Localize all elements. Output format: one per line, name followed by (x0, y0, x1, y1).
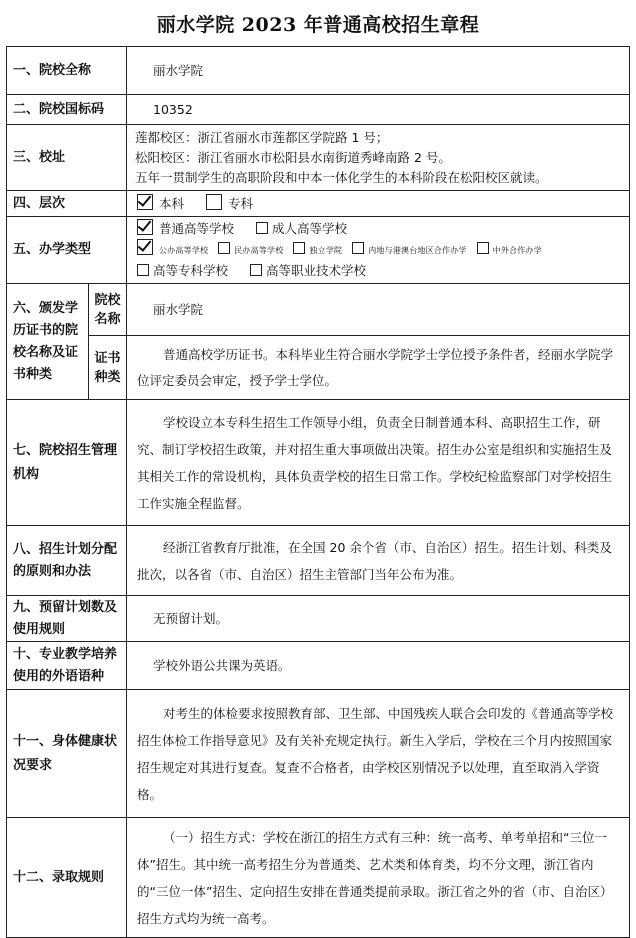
type-line-3 (137, 261, 621, 281)
label-management: 七、院校招生管理机构 (7, 400, 127, 526)
value-language: 学校外语公共课为英语。 (127, 642, 630, 690)
type-option-independent: 独立学院 (309, 246, 343, 255)
level-option-undergraduate: 本科 (159, 195, 185, 211)
type-option-vocational: 高等专科学校 (153, 263, 229, 278)
row-language (7, 642, 630, 690)
label-certificate: 六、颁发学历证书的院校名称及证书种类 (7, 284, 89, 400)
checkbox-sino-foreign (477, 242, 489, 254)
row-certificate-name (7, 284, 630, 336)
type-option-public: 公办高等学校 (159, 246, 209, 255)
address-line-1: 莲都校区：浙江省丽水市莲都区学院路 1 号； (135, 129, 389, 145)
checkbox-undergraduate (137, 194, 153, 210)
value-certificate-type (127, 336, 630, 400)
address-line-3: 五年一贯制学生的高职阶段和中本一体化学生的本科阶段在松阳校区就读。 (135, 169, 548, 185)
row-level (7, 191, 630, 217)
row-school-type (7, 217, 630, 284)
type-line-2 (137, 239, 621, 261)
management-text: 学校设立本专科生招生工作领导小组，负责全日制普通本科、高职招生工作，研究、制订学校招生政策，并对招生重大事项做出决策。招生办公室是组织和实施招生及其相关工作的常设机构，具体负责学校的招生日常工作。学校纪检监察部门对学校招生工作实施全程监督。 (137, 414, 613, 511)
value-institution-name: 丽水学院 (127, 284, 630, 336)
row-management (7, 400, 630, 526)
value-management (127, 400, 630, 526)
row-code (7, 95, 630, 125)
type-option-regular: 普通高等学校 (159, 221, 235, 236)
label-full-name: 一、院校全称 (7, 47, 127, 95)
admission-text: （一）招生方式：学校在浙江的招生方式有三种：统一高考、单考单招和“三位一体”招生。其中统一高考招生分为普通类、艺术类和体育类，均不分文理，浙江省内的“三位一体”招生、定向招生安排在普通类提前录取。浙江省之外的省（市、自治区）招生方式均为统一高考。 (137, 829, 613, 926)
value-health (127, 690, 630, 818)
health-text: 对考生的体检要求按照教育部、卫生部、中国残疾人联合会印发的《普通高等学校招生体检工作指导意见》及有关补充规定执行。新生入学后，学校在三个月内按照国家招生规定对其进行复查。复查不合格者，由学校区别情况予以处理，直至取消入学资格。 (137, 705, 614, 802)
checkbox-independent-college (293, 242, 305, 254)
type-option-adult: 成人高等学校 (272, 221, 348, 236)
checkbox-public-college (137, 239, 153, 255)
type-line-1 (137, 219, 621, 239)
type-option-hmt: 内地与港澳台地区合作办学 (368, 246, 467, 255)
row-full-name (7, 47, 630, 95)
label-certificate-type: 证书种类 (89, 336, 127, 400)
label-institution-name: 院校名称 (89, 284, 127, 336)
address-line-2: 松阳校区：浙江省丽水市松阳县水南街道秀峰南路 2 号。 (135, 149, 451, 165)
checkbox-private-college (218, 242, 230, 254)
row-certificate-type (7, 336, 630, 400)
row-health (7, 690, 630, 818)
value-level (127, 191, 630, 217)
checkbox-adult-college (256, 222, 268, 234)
value-reserve: 无预留计划。 (127, 596, 630, 642)
checkbox-vocational-college (137, 264, 149, 276)
row-plan (7, 526, 630, 596)
label-school-type: 五、办学类型 (7, 217, 127, 284)
type-option-sino-foreign: 中外合作办学 (492, 246, 542, 255)
level-option-junior-college: 专科 (228, 195, 254, 211)
checkbox-regular-college (137, 219, 153, 235)
label-language: 十、专业教学培养使用的外语语种 (7, 642, 127, 690)
value-code: 10352 (127, 95, 630, 125)
value-full-name: 丽水学院 (127, 47, 630, 95)
certificate-type-text: 普通高校学历证书。本科毕业生符合丽水学院学士学位授予条件者，经丽水学院学位评定委员会审定，授予学士学位。 (137, 346, 614, 388)
checkbox-hk-macao-taiwan (352, 242, 364, 254)
charter-table (6, 46, 630, 938)
label-code: 二、院校国标码 (7, 95, 127, 125)
row-address (7, 125, 630, 191)
type-option-private: 民办高等学校 (234, 246, 284, 255)
label-health: 十一、身体健康状况要求 (7, 690, 127, 818)
row-reserve (7, 596, 630, 642)
checkbox-technical-college (250, 264, 262, 276)
label-admission: 十二、录取规则 (7, 818, 127, 938)
value-plan (127, 526, 630, 596)
checkbox-junior-college (206, 194, 222, 210)
type-option-technical: 高等职业技术学校 (266, 263, 367, 278)
label-reserve: 九、预留计划数及使用规则 (7, 596, 127, 642)
label-level: 四、层次 (7, 191, 127, 217)
label-address: 三、校址 (7, 125, 127, 191)
value-address (127, 125, 630, 191)
document-title: 丽水学院 2023 年普通高校招生章程 (156, 13, 480, 36)
value-school-type (127, 217, 630, 284)
label-plan: 八、招生计划分配的原则和办法 (7, 526, 127, 596)
plan-text: 经浙江省教育厅批准，在全国 20 余个省（市、自治区）招生。招生计划、科类及批次，以各省（市、自治区）招生主管部门当年公布为准。 (137, 539, 612, 582)
